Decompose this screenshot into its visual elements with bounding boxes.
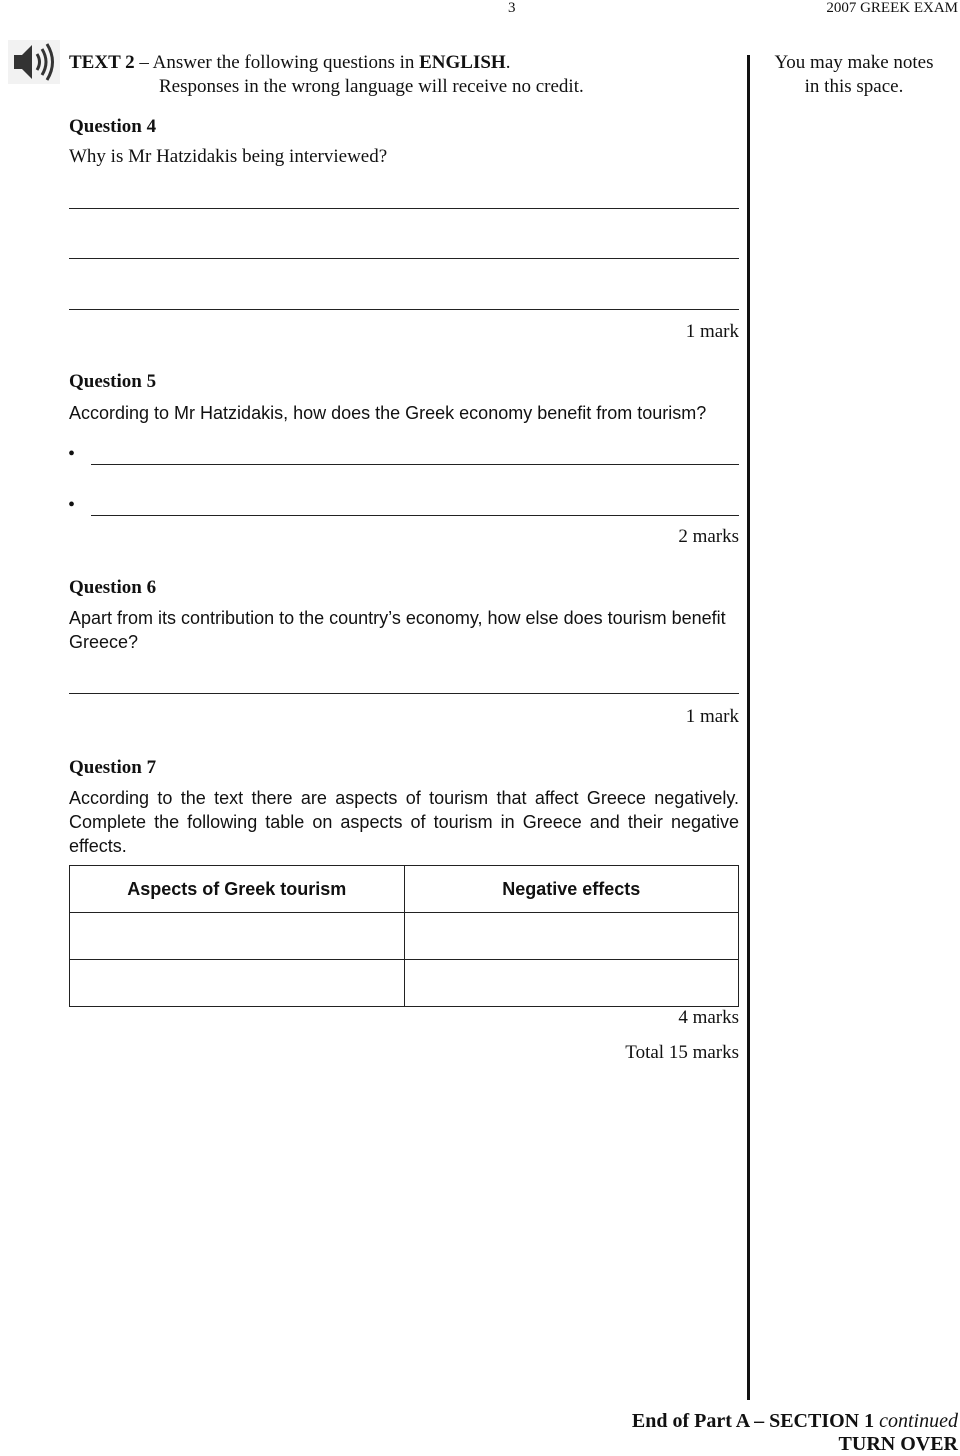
question-6-heading: Question 6 [69,577,157,598]
text-instruction-line2: Responses in the wrong language will receive no credit. [159,76,584,97]
question-5-marks: 2 marks [678,526,739,547]
notes-line1: You may make notes [774,52,934,73]
page-number: 3 [508,0,516,16]
total-marks: Total 15 marks [625,1042,739,1063]
instruction-language: ENGLISH [419,52,506,73]
column-header-aspects: Aspects of Greek tourism [70,866,405,913]
question-7-marks: 4 marks [678,1007,739,1028]
question-4-text: Why is Mr Hatzidakis being interviewed? [69,146,388,167]
question-6-marks: 1 mark [685,706,739,727]
text-label: TEXT 2 [69,52,135,73]
answer-line[interactable] [69,309,739,310]
question-7-heading: Question 7 [69,757,157,778]
answer-line[interactable] [69,208,739,209]
end-of-part-label: End of Part A – SECTION 1 [631,1410,875,1432]
notes-line2: in this space. [804,76,904,97]
answer-table [69,865,739,1007]
notes-divider [747,55,750,1400]
table-cell[interactable] [70,960,405,1007]
instruction-post: . [505,52,511,73]
dash: – [139,52,149,73]
question-4-marks: 1 mark [685,321,739,342]
bullet: • [68,494,76,516]
table-row [70,960,739,1007]
instruction-pre: Answer the following questions in [152,52,420,73]
question-7-text: According to the text there are aspects of tourism that affect Greece negatively. Complete the following table on aspects of tourism in Greece and their negative effects. [69,788,739,856]
continued-label: continued [874,1410,958,1432]
text-instruction-line1 [69,51,510,75]
question-5-heading: Question 5 [69,371,157,392]
end-of-section [632,1410,958,1433]
bullet: • [68,443,76,465]
question-4-heading: Question 4 [69,116,157,137]
question-5-text: According to Mr Hatzidakis, how does the Greek economy benefit from tourism? [69,403,707,423]
answer-line[interactable] [69,693,739,694]
table-row [70,913,739,960]
table-cell[interactable] [70,913,405,960]
turn-over: TURN OVER [838,1433,958,1455]
column-header-effects: Negative effects [404,866,739,913]
table-cell[interactable] [404,913,739,960]
table-cell[interactable] [404,960,739,1007]
speaker-icon [8,40,60,84]
table-header-row [70,866,739,913]
answer-line[interactable] [69,258,739,259]
exam-title: 2007 GREEK EXAM [826,0,958,16]
answer-line[interactable] [91,464,739,465]
answer-line[interactable] [91,515,739,516]
question-6-text: Apart from its contribution to the country’s economy, how else does tourism benefit Greece? [69,608,726,652]
